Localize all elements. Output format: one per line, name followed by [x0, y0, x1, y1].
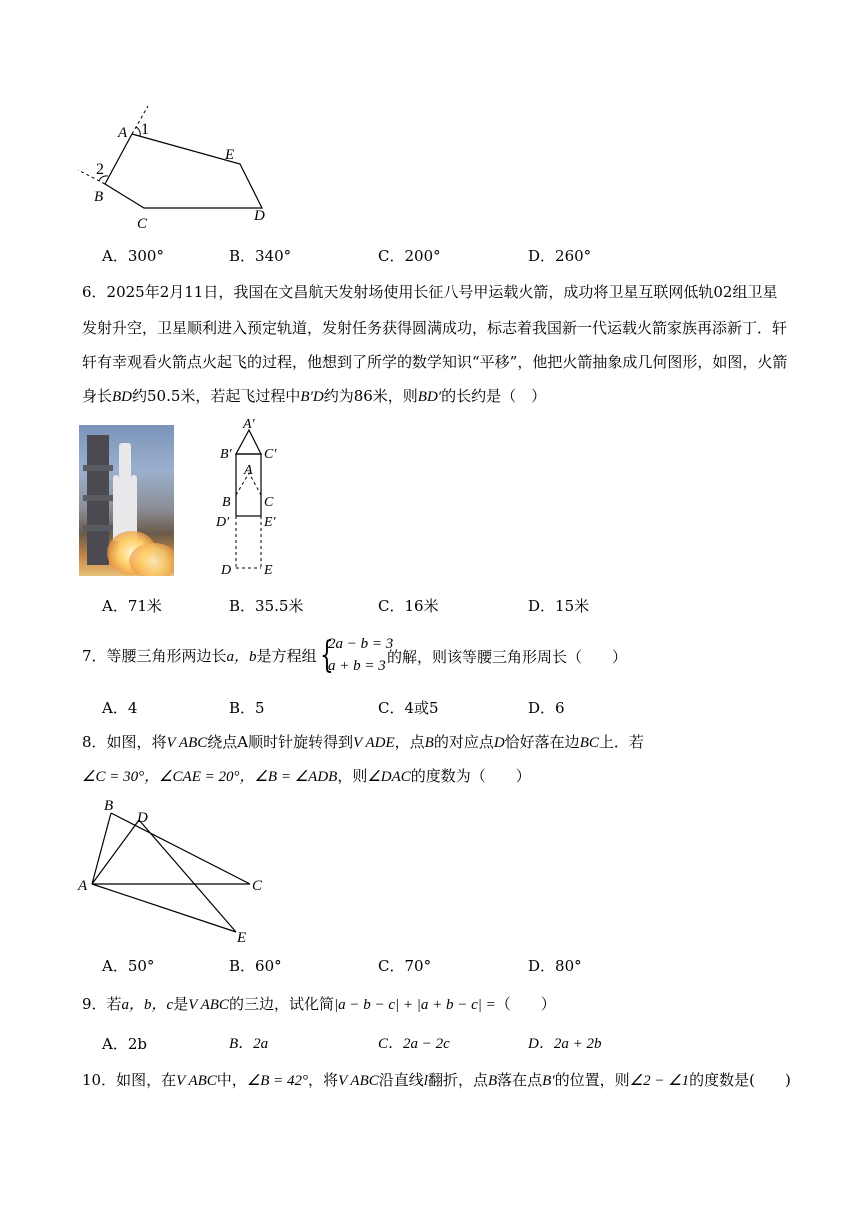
q8-option-d[interactable]: D．80° [528, 957, 582, 975]
q9-text: （ ） [495, 995, 556, 1013]
q7-vars: a，b [226, 649, 257, 665]
q8-angle-dac: ∠DAC [367, 769, 411, 785]
q7-option-c[interactable]: C．4或5 [378, 699, 439, 717]
label-a: A [118, 125, 128, 141]
q8-text: 的度数为（ ） [410, 767, 531, 785]
label-d: D [137, 810, 148, 826]
q8-tri-abc: V ABC [166, 735, 208, 751]
q10-var: B [487, 1073, 498, 1089]
q7-equation-1: 2a − b = 3 [328, 636, 394, 652]
q8-conditions: ∠C = 30°，∠CAE = 20°，∠B = ∠ADB [82, 769, 338, 785]
label-b-prime: B′ [220, 447, 232, 462]
label-a: A [244, 463, 253, 478]
q7-option-d[interactable]: D．6 [528, 699, 565, 717]
label-c: C [137, 216, 148, 232]
label-2: 2 [96, 161, 104, 178]
q10-text: 的度数是( ) [689, 1071, 791, 1089]
q9-option-b[interactable]: B．2a [229, 1036, 269, 1052]
label-1: 1 [141, 121, 149, 138]
q5-option-c[interactable]: C．200° [378, 247, 441, 265]
q9-expression: |a − b − c| + |a + b − c| = [333, 997, 496, 1013]
q10-text: 的位置，则 [554, 1071, 630, 1089]
label-d-prime: D′ [216, 515, 230, 530]
rocket-diagram [214, 414, 304, 580]
q8-text: ，点 [394, 733, 425, 751]
q8-text: 上．若 [598, 733, 644, 751]
q10-line-l: l [423, 1073, 428, 1089]
q9-tri: V ABC [188, 997, 229, 1013]
q6-var-bpd: B′D [300, 389, 324, 405]
equation-brace: { [320, 635, 334, 676]
q8-text: 绕点A顺时针旋转得到 [207, 733, 354, 751]
q10-text: 中， [216, 1071, 247, 1089]
q6-var-bdp: BD′ [417, 389, 442, 405]
label-c: C [264, 495, 274, 510]
q6-text: 约为86米，则 [323, 387, 418, 405]
q8-var: D [493, 735, 505, 751]
q7-text: 7．等腰三角形两边长 [82, 647, 227, 665]
q9-text: 是 [173, 995, 189, 1013]
q10-text: 翻折，点 [427, 1071, 488, 1089]
q5-option-a[interactable]: A．300° [102, 247, 164, 265]
label-b: B [104, 798, 114, 814]
q9-text: 9．若 [82, 995, 122, 1013]
q9-text: 的三边，试化简 [228, 995, 334, 1013]
q10-tri: V ABC [338, 1073, 379, 1089]
q9-vars: a，b，c [121, 997, 174, 1013]
q7-text: 是方程组 [256, 647, 317, 665]
q10-text: 10．如图，在 [82, 1071, 177, 1089]
q10-var: B′ [542, 1073, 555, 1089]
q8-option-a[interactable]: A．50° [102, 957, 155, 975]
label-a-prime: A′ [243, 417, 255, 432]
label-e: E [225, 147, 235, 163]
label-b: B [94, 189, 104, 205]
label-e: E [264, 563, 273, 578]
q9-option-d[interactable]: D．2a + 2b [528, 1036, 602, 1052]
q5-option-d[interactable]: D．260° [528, 247, 592, 265]
label-d: D [221, 563, 232, 578]
q6-line-1: 6．2025年2月11日，我国在文昌航天发射场使用长征八号甲运载火箭，成功将卫星互联网低轨02组卫星 [82, 283, 778, 301]
q10-line [82, 1070, 791, 1091]
q8-tri-ade: V ADE [353, 735, 395, 751]
q9-line [82, 994, 556, 1015]
label-c: C [252, 878, 263, 894]
q6-option-d[interactable]: D．15米 [528, 597, 590, 615]
q6-text: 约50.5米，若起飞过程中 [132, 387, 301, 405]
q6-line-4 [82, 386, 546, 407]
q8-text: ，则 [337, 767, 368, 785]
q10-tri: V ABC [176, 1073, 217, 1089]
q8-var: B [424, 735, 434, 751]
q7-option-b[interactable]: B．5 [229, 699, 265, 717]
label-b: B [222, 495, 231, 510]
q6-line-2: 发射升空，卫星顺利进入预定轨道，发射任务获得圆满成功，标志着我国新一代运载火箭家族再添新丁．轩 [82, 319, 788, 337]
q7-line [82, 646, 317, 667]
q8-text: 恰好落在边 [504, 733, 580, 751]
q8-text: 的对应点 [433, 733, 494, 751]
label-a: A [78, 878, 88, 894]
q5-option-b[interactable]: B．340° [229, 247, 292, 265]
q7-text-tail: 的解，则该等腰三角形周长（ ） [387, 648, 628, 666]
q6-option-c[interactable]: C．16米 [378, 597, 439, 615]
q10-angle: ∠B = 42° [246, 1073, 309, 1089]
q8-option-b[interactable]: B．60° [229, 957, 282, 975]
q10-text: 落在点 [497, 1071, 543, 1089]
q6-option-b[interactable]: B．35.5米 [229, 597, 304, 615]
q8-text: 8．如图，将 [82, 733, 167, 751]
q7-equation-2: a + b = 3 [328, 658, 386, 674]
q10-text: 沿直线 [378, 1071, 424, 1089]
q10-text: ，将 [308, 1071, 339, 1089]
q8-line-2 [82, 766, 531, 787]
q9-option-c[interactable]: C．2a − 2c [378, 1036, 450, 1052]
q9-option-a[interactable]: A．2b [102, 1035, 147, 1053]
q6-text: 身长 [82, 387, 113, 405]
q6-var-bd: BD [112, 389, 133, 405]
q8-var: BC [579, 735, 599, 751]
pentagon-figure [74, 104, 274, 234]
q10-expression: ∠2 − ∠1 [629, 1073, 690, 1089]
label-d: D [254, 208, 265, 224]
triangle-rotation-figure [74, 796, 274, 946]
q6-line-3: 轩有幸观看火箭点火起飞的过程，他想到了所学的数学知识“平移”，他把火箭抽象成几何图形，如图，火箭 [82, 353, 788, 371]
q7-option-a[interactable]: A．4 [102, 699, 138, 717]
q6-text: 的长约是（ ） [441, 387, 547, 405]
q8-line-1 [82, 732, 644, 753]
label-c-prime: C′ [264, 447, 277, 462]
q8-option-c[interactable]: C．70° [378, 957, 432, 975]
q6-option-a[interactable]: A．71米 [102, 597, 162, 615]
rocket-launch-photo [79, 425, 174, 576]
label-e: E [237, 930, 247, 946]
label-e-prime: E′ [264, 515, 276, 530]
